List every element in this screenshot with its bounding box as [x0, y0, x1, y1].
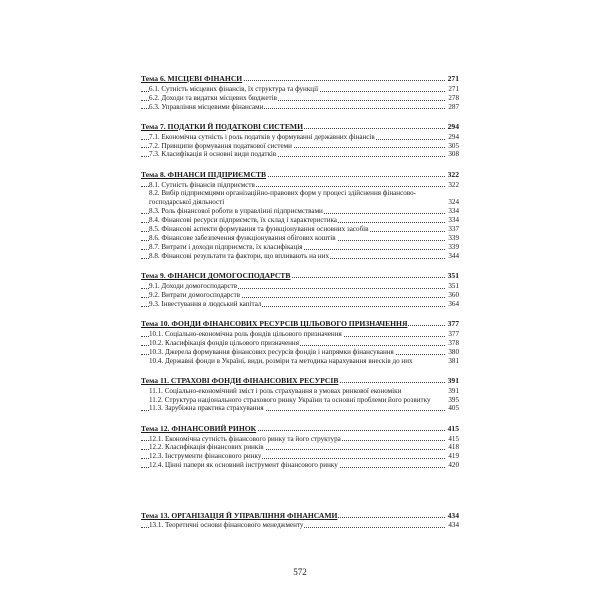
toc-entry-page: 380	[448, 347, 459, 356]
toc-entry-title: 7.2. Принципи формування податкової системи	[149, 141, 292, 150]
toc-topic-title: Тема 9. ФІНАНСИ ДОМОГОСПОДАРСТВ	[141, 271, 291, 281]
toc-topic-page: 351	[447, 271, 459, 281]
toc-entry[interactable]	[141, 387, 459, 396]
toc-entry-title: 6.2. Доходи та видатки місцевих бюджетів	[149, 93, 277, 102]
toc-entry[interactable]	[141, 300, 459, 309]
toc-entry[interactable]	[141, 452, 459, 461]
toc-entry-title: 8.7. Витрати і доходи підприємств, їх класифікація	[149, 242, 303, 251]
toc-entry-title: 13.1. Теоретичні основи фінансового менеджменту	[149, 521, 304, 530]
toc-topic-page: 391	[447, 375, 459, 385]
toc-entry[interactable]	[141, 282, 459, 291]
toc-entry-title: 10.2. Класифікація фондів цільового призначення	[149, 338, 299, 347]
toc-entry-title: 8.2. Вибір підприємцями організаційно-правових форм у процесі здійснення фінансово-господарської діяльності	[149, 189, 417, 207]
toc-entry-page: 405	[448, 404, 459, 413]
toc-entry-title: 11.1. Соціально-економічний зміст і роль страхування в умовах ринкової економіки	[149, 386, 402, 395]
toc-entry-title: 10.4. Державні фонди в Україні, види, розміри та методика нарахування внесків до них	[149, 356, 413, 365]
toc-topic-title: Тема 8. ФІНАНСИ ПІДПРИЄМСТВ	[141, 169, 267, 179]
toc-entry-page: 337	[448, 225, 459, 234]
toc-entry-title: 6.1. Сутність місцевих фінансів, їх структура та функції	[149, 84, 319, 93]
toc-entry-page: 339	[448, 242, 459, 251]
toc-entry-page: 287	[448, 102, 459, 111]
toc-entry[interactable]	[141, 207, 459, 216]
toc-topic-heading[interactable]	[141, 319, 459, 328]
toc-entry-title: 11.2. Структура національного страхового ринку України та основні проблеми його розвитку	[149, 395, 431, 404]
toc-entry-page: 339	[448, 233, 459, 242]
toc-entry-page: 305	[448, 141, 459, 150]
toc-section	[141, 74, 459, 111]
toc-entry-page: 360	[448, 290, 459, 299]
toc-topic-title: Тема 13. ОРГАНІЗАЦІЯ Й УПРАВЛІННЯ ФІНАНСАМИ	[141, 510, 338, 520]
toc-section	[141, 122, 459, 159]
toc-topic-page: 294	[447, 121, 459, 131]
toc-entry-title: 11.3. Зарубіжна практика страхування	[149, 404, 264, 413]
toc-entry-title: 9.2. Витрати домогосподарств	[149, 290, 241, 299]
toc-entry-title: 8.3. Роль фінансової роботи в управлінні підприємствами	[149, 207, 323, 216]
toc-entry[interactable]	[141, 225, 459, 234]
toc-entry-title: 10.1. Соціально-економічна роль фондів цільового призначення	[149, 329, 342, 338]
toc-topic-heading[interactable]	[141, 170, 459, 179]
toc-section	[141, 376, 459, 413]
toc-topic-page: 322	[447, 169, 459, 179]
toc-entry-page: 391	[448, 386, 459, 395]
toc-topic-heading[interactable]	[141, 74, 459, 83]
toc-entry[interactable]	[141, 339, 459, 348]
toc-topic-page: 271	[447, 74, 459, 83]
toc-entry-page: 294	[448, 132, 459, 141]
toc-entry-title: 10.3. Джерела формування фінансових ресурсів фондів і напрямки фінансування	[149, 347, 394, 356]
toc-topic-title: Тема 7. ПОДАТКИ Й ПОДАТКОВІ СИСТЕМИ	[141, 121, 303, 131]
toc-entry-page: 395	[448, 395, 459, 404]
toc-entry-title: 8.4. Фінансові ресурси підприємств, їх склад і характеристика	[149, 216, 337, 225]
toc-topic-heading[interactable]	[141, 511, 459, 520]
toc-entry-title: 7.1. Економічна сутність і роль податків у формуванні державних фінансів	[149, 132, 375, 141]
toc-entry-title: 12.3. Інструменти фінансового ринку	[149, 452, 262, 461]
toc-entry[interactable]	[141, 348, 459, 357]
toc-entry-page: 344	[448, 251, 459, 260]
toc-entry-title: 8.5. Фінансові аспекти формування та функціонування основних засобів	[149, 225, 369, 234]
table-of-contents	[141, 74, 459, 541]
toc-entry-page: 334	[448, 207, 459, 216]
toc-topic-heading[interactable]	[141, 271, 459, 280]
toc-topic-title: Тема 11. СТРАХОВІ ФОНДИ ФІНАНСОВИХ РЕСУРСІВ	[141, 375, 339, 385]
toc-entry[interactable]	[141, 252, 459, 261]
toc-entry[interactable]	[141, 150, 459, 159]
toc-entry[interactable]	[141, 103, 459, 112]
toc-entry-title: 8.1. Сутність фінансів підприємств	[149, 180, 255, 189]
toc-entry[interactable]	[141, 85, 459, 94]
toc-entry-title: 12.2. Класифікація фінансових ринків	[149, 443, 264, 452]
toc-topic-heading[interactable]	[141, 376, 459, 385]
toc-entry-page: 351	[448, 281, 459, 290]
toc-entry[interactable]	[141, 133, 459, 142]
toc-section	[141, 170, 459, 261]
page-number: 572	[293, 567, 307, 577]
toc-entry-page: 364	[448, 299, 459, 308]
toc-entry[interactable]	[141, 189, 459, 207]
toc-entry-title: 8.6. Фінансове забезпечення функціонування обігових коштів	[149, 233, 336, 242]
toc-entry-title: 9.3. Інвестування в людський капітал	[149, 299, 262, 308]
toc-entry-page: 377	[448, 329, 459, 338]
toc-topic-title: Тема 12. ФІНАНСОВИЙ РИНОК	[141, 423, 257, 433]
toc-entry-page: 415	[448, 434, 459, 443]
toc-topic-heading[interactable]	[141, 122, 459, 131]
section-gap	[141, 481, 459, 511]
toc-entry[interactable]	[141, 521, 459, 530]
toc-entry-page: 381	[448, 356, 459, 365]
toc-topic-title: Тема 10. ФОНДИ ФІНАНСОВИХ РЕСУРСІВ ЦІЛЬОВОГО ПРИЗНАЧЕННЯ	[141, 319, 408, 329]
toc-entry-page: 420	[448, 461, 459, 470]
toc-entry[interactable]	[141, 94, 459, 103]
toc-entry-page: 324	[448, 198, 459, 207]
toc-entry-title: 7.3. Класифікація й основні види податків	[149, 150, 277, 159]
toc-entry[interactable]	[141, 243, 459, 252]
toc-topic-page: 415	[447, 423, 459, 433]
toc-entry-page: 419	[448, 452, 459, 461]
toc-entry[interactable]	[141, 357, 459, 366]
toc-entry[interactable]	[141, 330, 459, 339]
toc-entry-page: 278	[448, 93, 459, 102]
toc-entry-page: 271	[448, 84, 459, 93]
toc-section	[141, 271, 459, 308]
toc-topic-title: Тема 6. МІСЦЕВІ ФІНАНСИ	[141, 74, 243, 83]
toc-topic-page: 377	[447, 319, 459, 329]
toc-entry-page: 322	[448, 180, 459, 189]
toc-entry[interactable]	[141, 216, 459, 225]
toc-entry-title: 12.1. Економічна сутність фінансового ринку та його структура	[149, 434, 341, 443]
toc-entry-page: 334	[448, 216, 459, 225]
toc-entry-page: 378	[448, 338, 459, 347]
toc-section	[141, 319, 459, 365]
toc-entry-title: 9.1. Доходи домогосподарств	[149, 281, 238, 290]
toc-entry-page: 308	[448, 150, 459, 159]
toc-entry-page: 434	[448, 521, 459, 530]
toc-entry[interactable]	[141, 404, 459, 413]
toc-section	[141, 424, 459, 470]
toc-entry-title: 6.3. Управління місцевими фінансами	[149, 102, 264, 111]
toc-topic-heading[interactable]	[141, 424, 459, 433]
toc-entry[interactable]	[141, 461, 459, 470]
toc-section	[141, 511, 459, 531]
toc-entry-page: 418	[448, 443, 459, 452]
toc-entry-title: 12.4. Цінні папери як основний інструмент фінансового ринку	[149, 461, 338, 470]
toc-entry[interactable]	[141, 291, 459, 300]
toc-entry[interactable]	[141, 234, 459, 243]
toc-entry-title: 8.8. Фінансові результати та фактори, що впливають на них	[149, 251, 330, 260]
toc-topic-page: 434	[447, 510, 459, 520]
